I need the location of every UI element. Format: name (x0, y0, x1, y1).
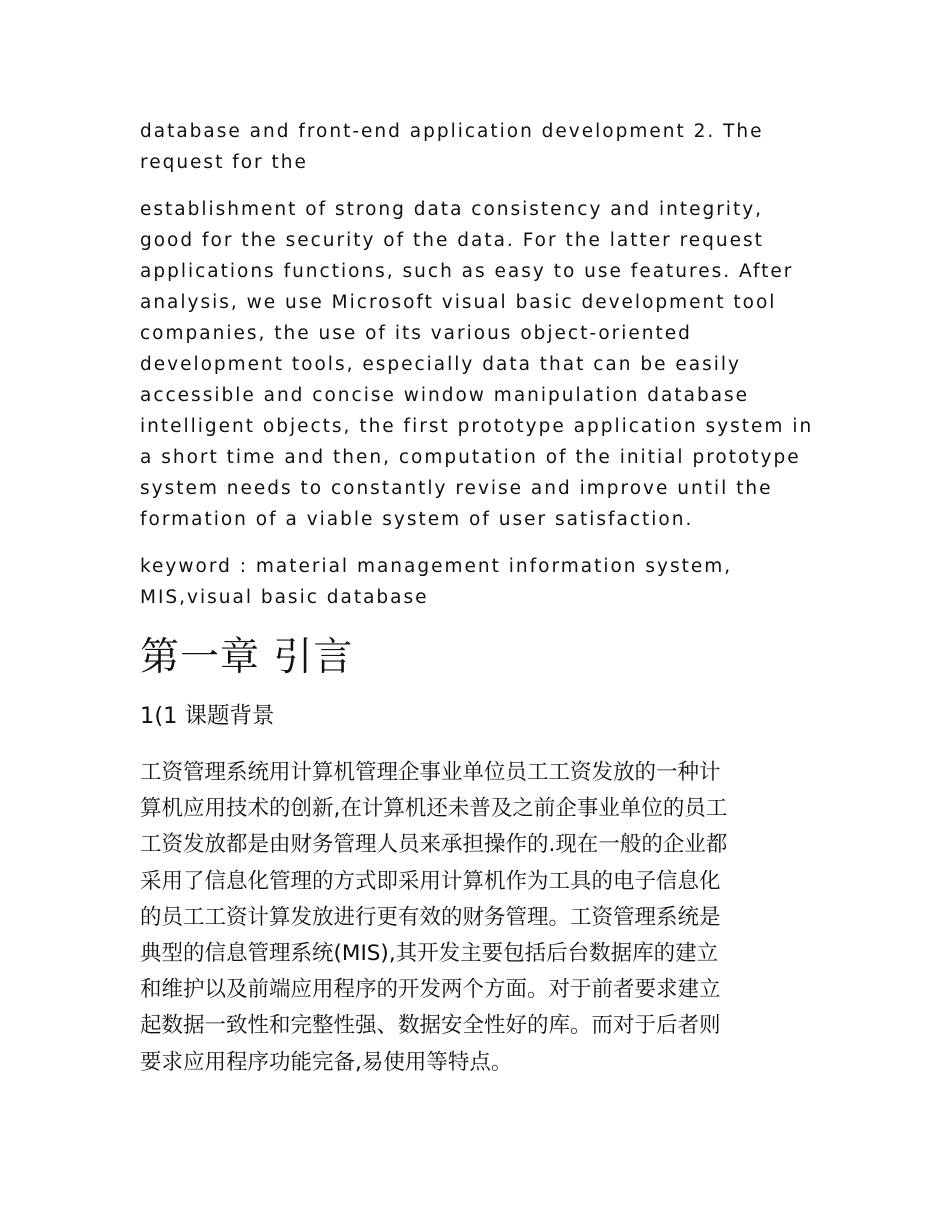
section-title: 1(1 课题背景 (140, 703, 275, 729)
keywords-paragraph: keyword : material management information system, MIS,visual basic database (140, 556, 733, 608)
body-paragraph: 工资管理系统用计算机管理企事业单位员工工资发放的一种计 算机应用技术的创新,在计算机还未普及之前企事业单位的员工 工资发放都是由财务管理人员来承担操作的.现在一般的企业都 采用了信息化管理的方式即采用计算机作为工具的电子信息化 的员工工资计算发放进行更有效的财务管理。工资管理系统是 典型的信息管理系统(MIS),其开发主要包括后台数据库的建立 和维护以及前端应用程序的开发两个方面。对于前者要求建立 起数据一致性和完整性强、数据安全性好的库。而对于后者则 要求应用程序功能完备,易使用等特点。 (140, 760, 728, 1075)
page-content (140, 116, 820, 1081)
abstract-paragraph-1: database and front-end application development 2. The request for the (140, 121, 764, 173)
abstract-paragraph-2: establishment of strong data consistency and integrity, good for the security of the data. For the latter request applications functions, such as easy to use features. After analysis, we use Microsoft visual basic development tool companies, the use of its various object-oriented development tools, especially data that can be easily accessible and concise window manipulation database intelligent objects, the first prototype application system in a short time and then, computation of the initial prototype system needs to constantly revise and improve until the formation of a viable system of user satisfaction. (140, 199, 814, 530)
chapter-title: 第一章 引言 (140, 635, 354, 680)
